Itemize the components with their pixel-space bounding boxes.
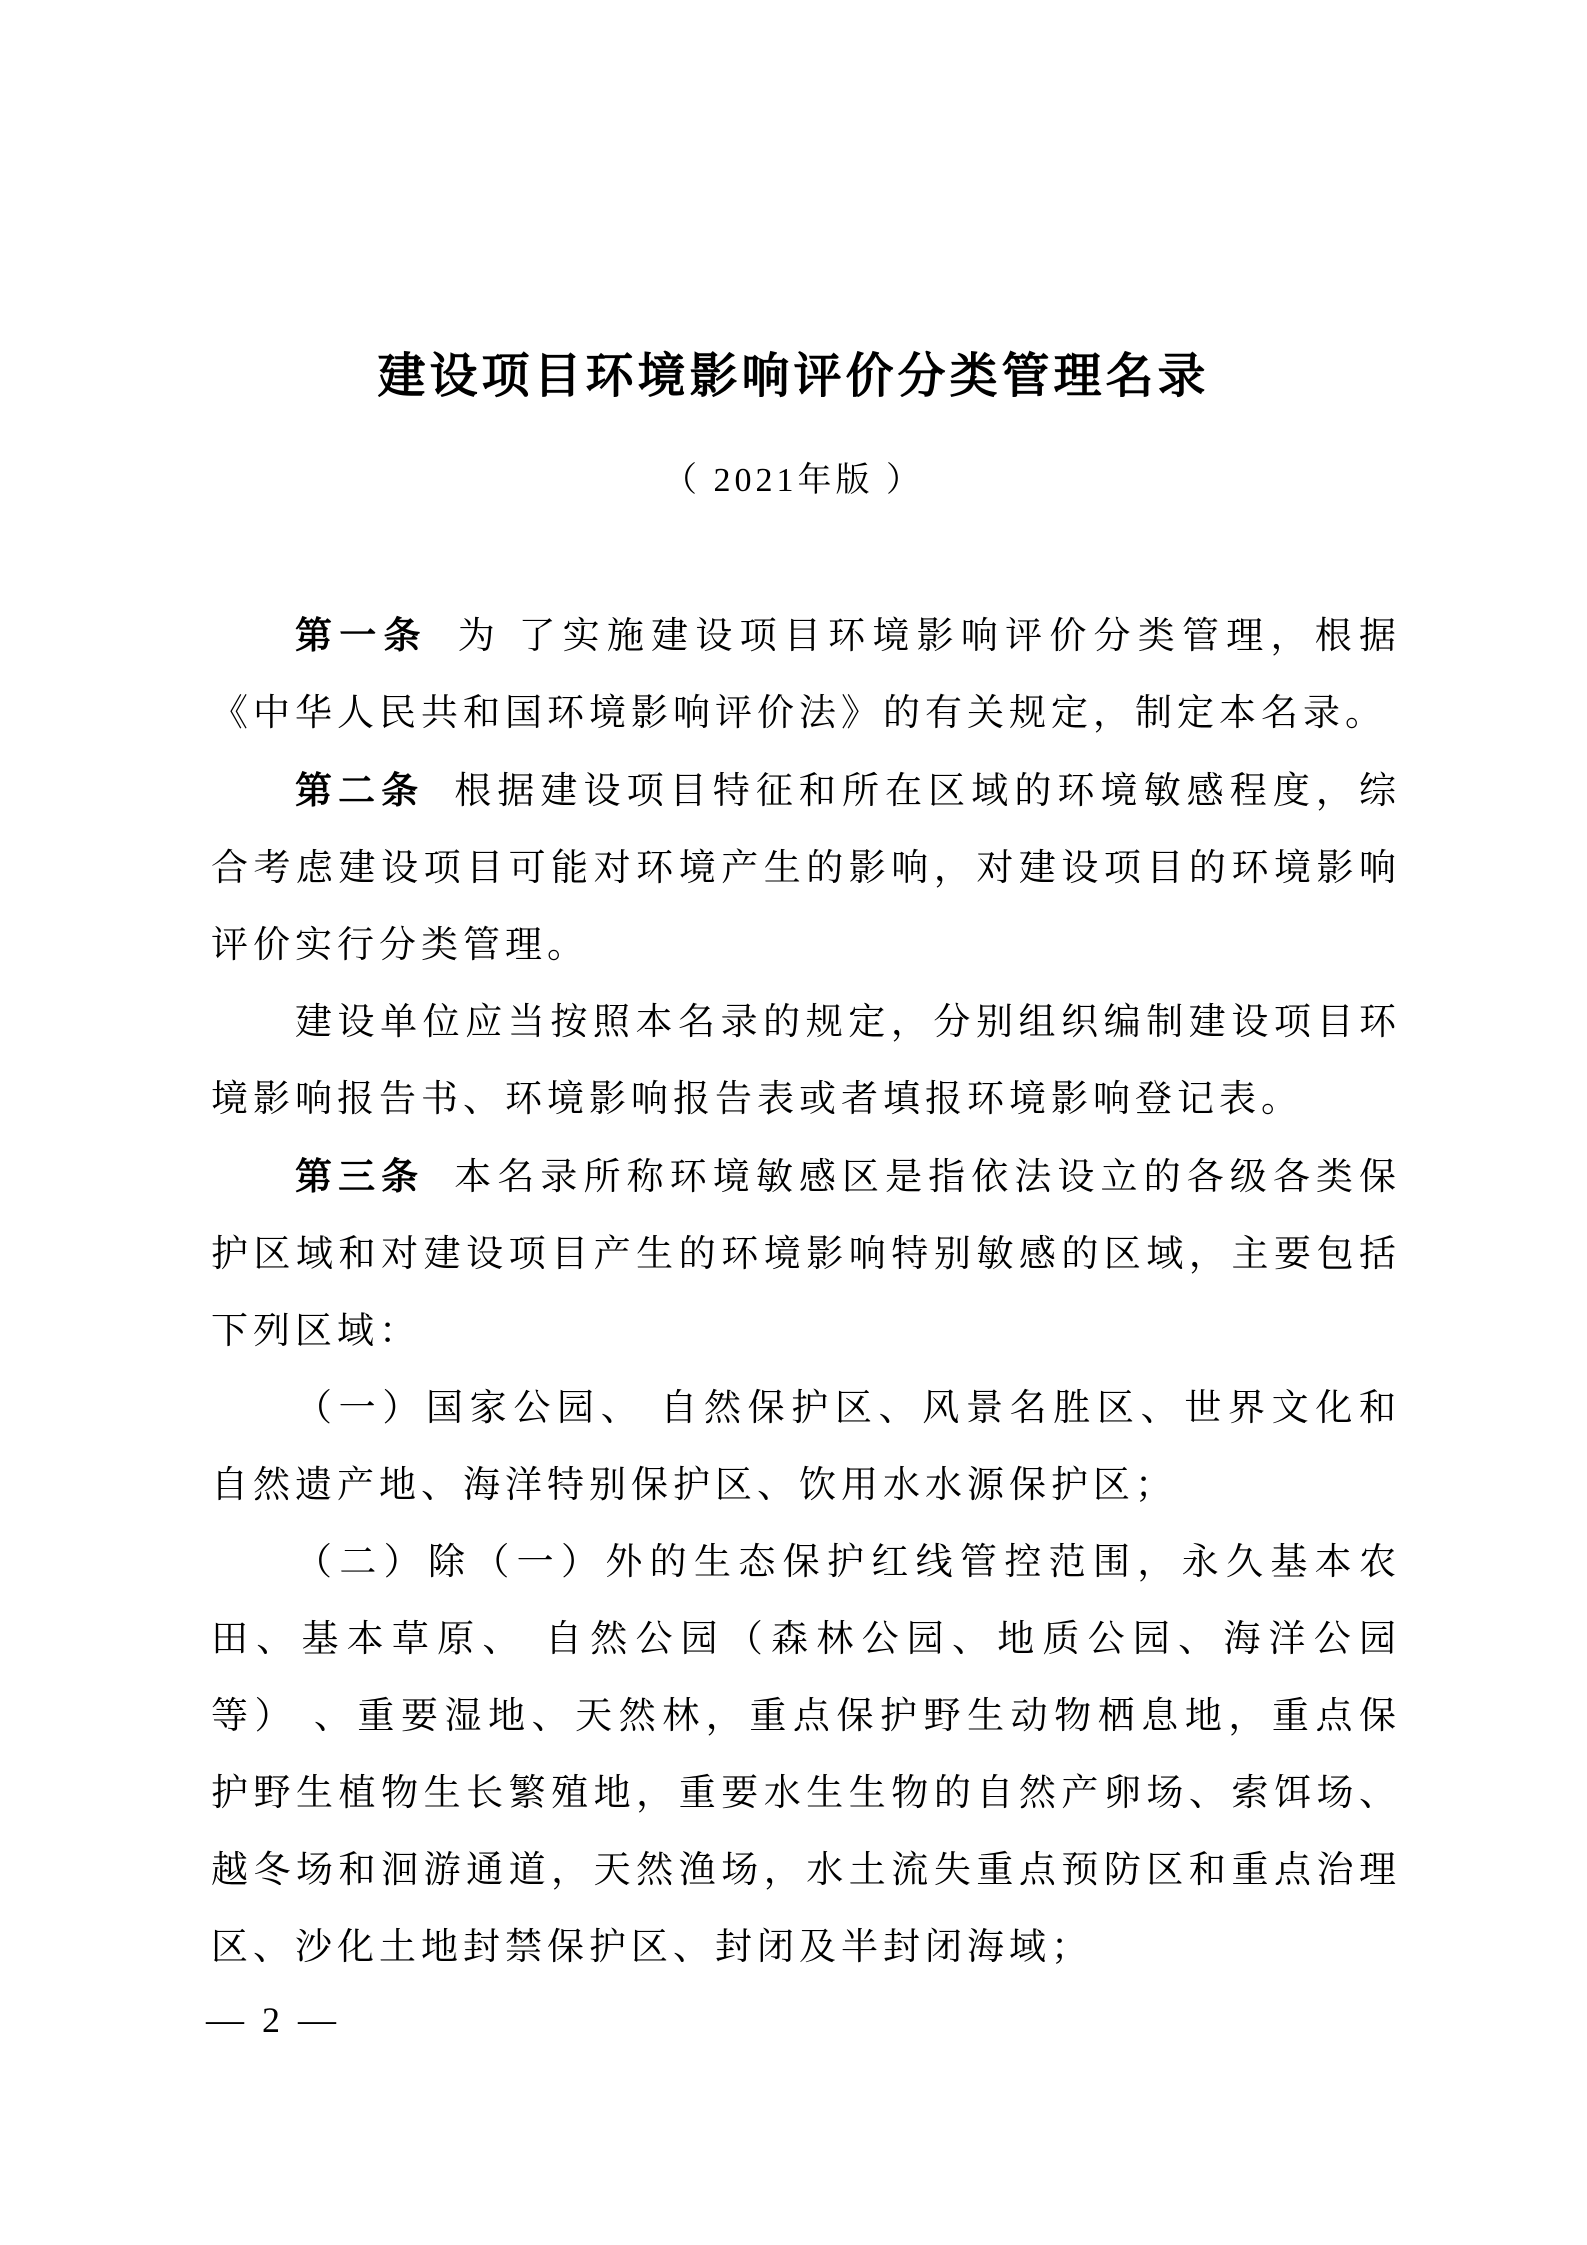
article-3-text: 本名录所称环境敏感区是指依法设立的各级各类保护区域和对建设项目产生的环境影响特别敏感的区域，主要包括下列区域：: [211, 1157, 1401, 1352]
article-3-number: 第三条: [295, 1156, 425, 1197]
paragraph-item-2: [211, 1524, 1401, 1986]
paragraph-3-text: 建设单位应当按照本名录的规定，分别组织编制建设项目环境影响报告书、环境影响报告表或者填报环境影响登记表。: [211, 1002, 1401, 1120]
document-subtitle: （ 2021年版 ）: [663, 462, 924, 499]
page-number: 2: [262, 2000, 280, 2040]
item-1-text: （一）国家公园、 自然保护区、风景名胜区、世界文化和自然遗产地、海洋特别保护区、饮用水水源保护区；: [211, 1388, 1401, 1506]
page-footer: [206, 1998, 336, 2042]
document-body: [211, 597, 1401, 1986]
paragraph-item-1: [211, 1370, 1401, 1524]
document-title: 建设项目环境影响评价分类管理名录: [377, 350, 1210, 403]
paragraph-article-1: [211, 597, 1401, 752]
paragraph-article-2: [211, 752, 1401, 984]
footer-right-dash: —: [298, 1999, 336, 2041]
article-1-number: 第一条: [295, 615, 428, 656]
article-2-text: 根据建设项目特征和所在区域的环境敏感程度，综合考虑建设项目可能对环境产生的影响，对建设项目的环境影响评价实行分类管理。: [211, 771, 1401, 966]
footer-left-dash: —: [206, 1999, 244, 2041]
article-1-text: 为 了实施建设项目环境影响评价分类管理，根据《中华人民共和国环境影响评价法》的有关规定，制定本名录。: [211, 616, 1401, 734]
article-2-number: 第二条: [295, 770, 425, 811]
paragraph-article-2-continuation: [211, 984, 1401, 1138]
paragraph-article-3: [211, 1138, 1401, 1370]
item-2-text: （二）除（一）外的生态保护红线管控范围，永久基本农田、基本草原、 自然公园（森林公园、地质公园、海洋公园等） 、重要湿地、天然林，重点保护野生动物栖息地，重点保护野生植物生长繁殖地，重要水生生物的自然产卵场、索饵场、越冬场和洄游通道，天然渔场，水土流失重点预防区和重点治理区、沙化土地封禁保护区、封闭及半封闭海域；: [211, 1542, 1401, 1968]
